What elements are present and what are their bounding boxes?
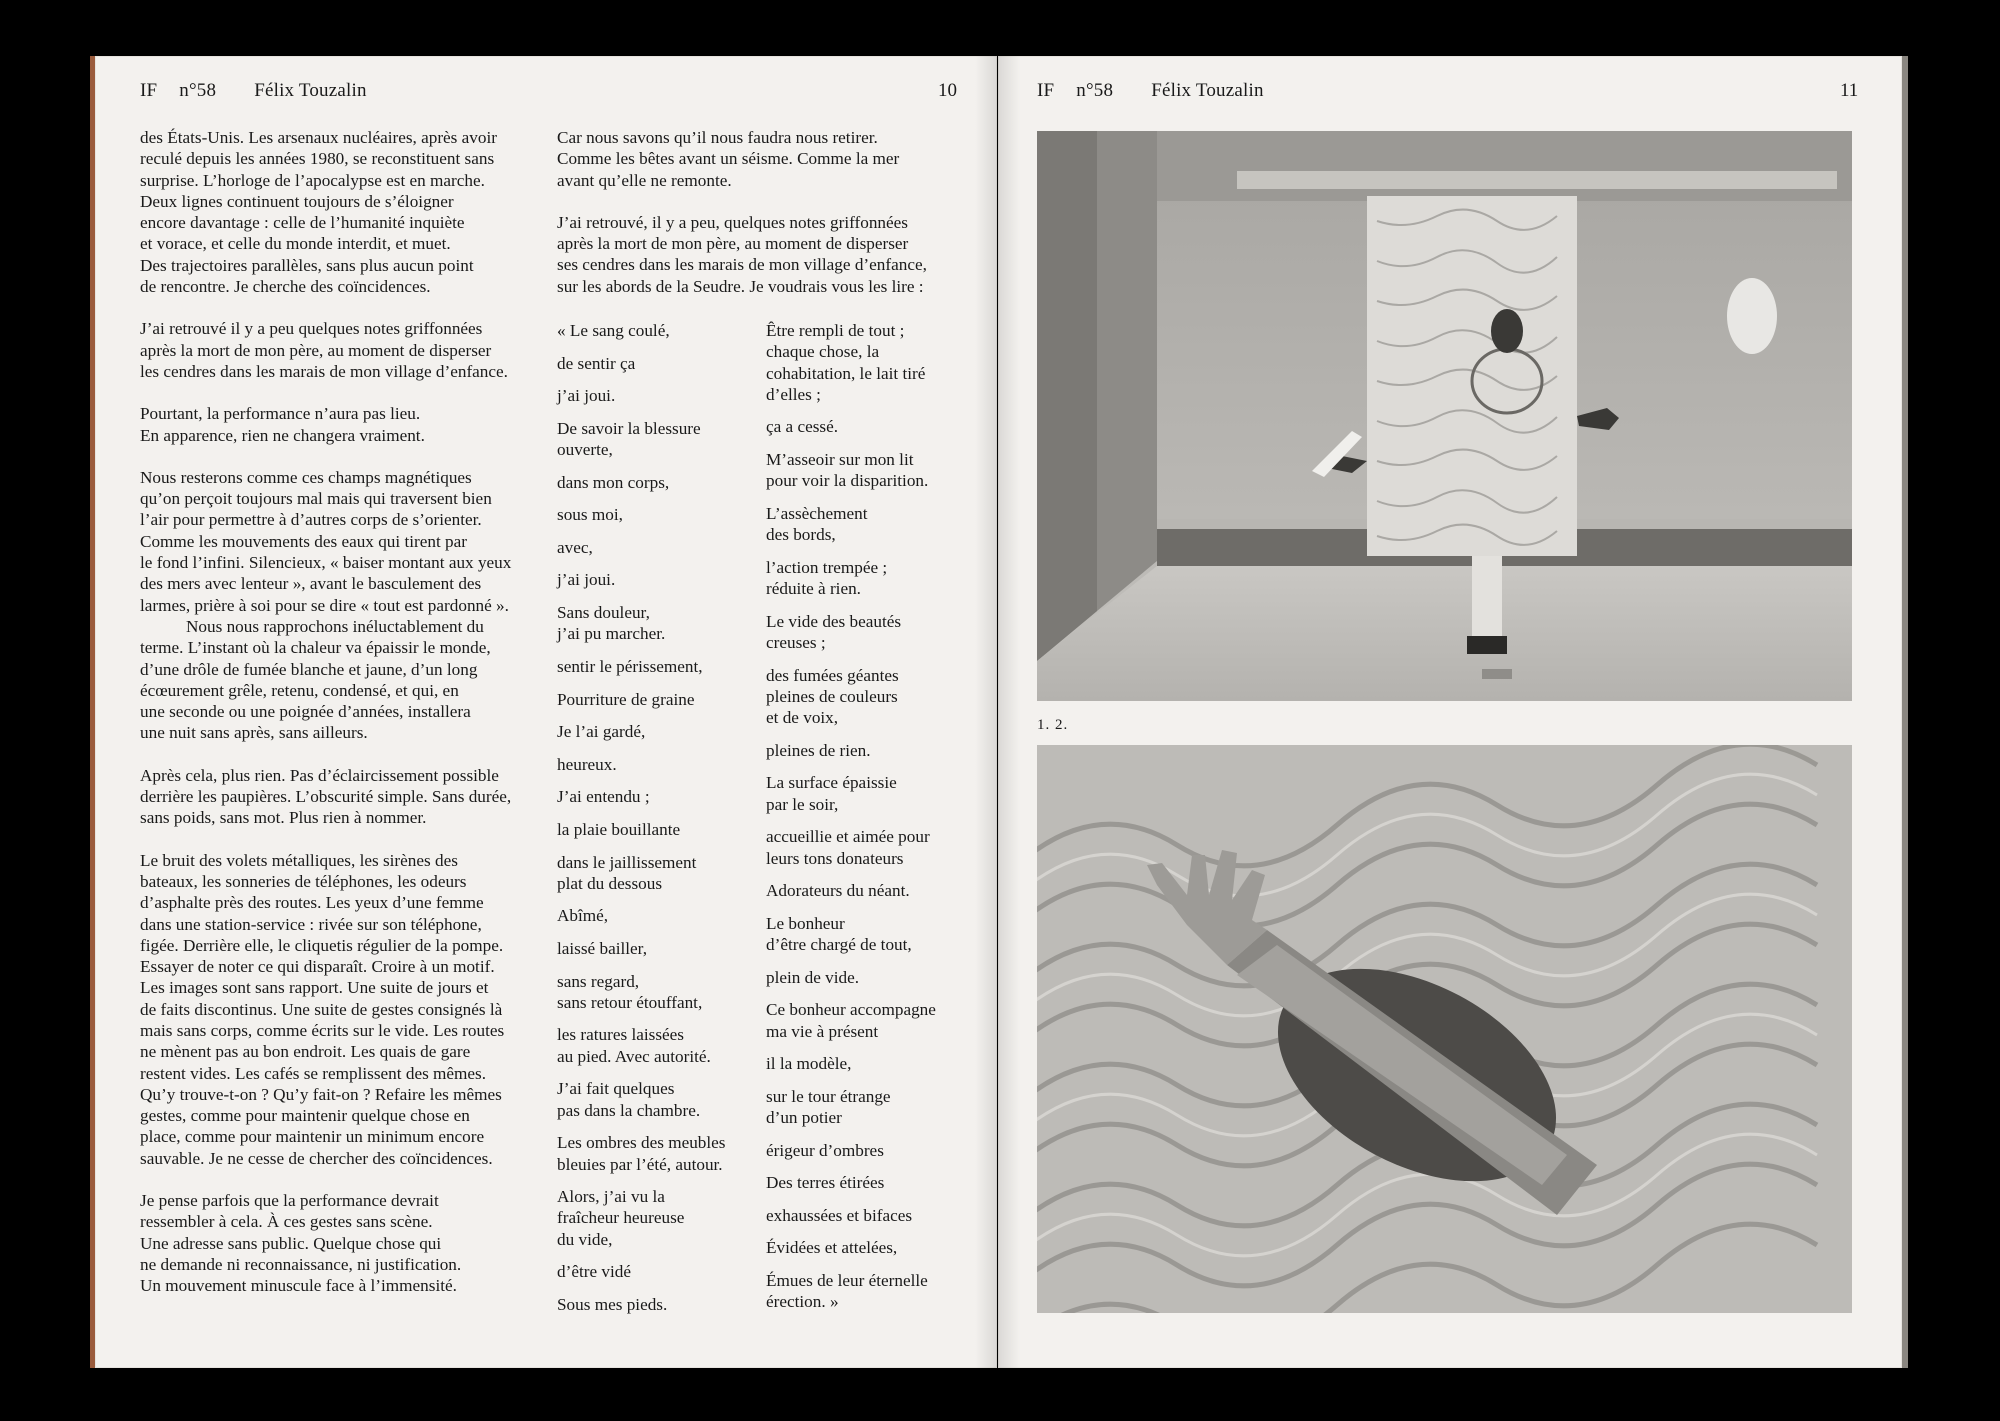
- poem-line: dans le jaillissement plat du dessous: [557, 852, 697, 893]
- poem-line: Émues de leur éternelle érection. »: [766, 1271, 928, 1312]
- poem-line: Le bonheur d’être chargé de tout,: [766, 913, 912, 955]
- poem-column-left: [557, 320, 762, 1327]
- poem-line: sur le tour étrange d’un potier: [766, 1086, 891, 1128]
- photograph-arm-through-plaster: [1037, 745, 1852, 1313]
- poem-line: Alors, j’ai vu la fraîcheur heureuse du vide,: [557, 1187, 685, 1249]
- paragraph: J’ai retrouvé, il y a peu, quelques notes griffonnées après la mort de mon père, au moment de disperser ses cendres dans les marais de mon village d’enfance, sur les abords de la Seudre. Je voudrais vous les lire :: [557, 212, 927, 296]
- text-column-left: [140, 127, 540, 1318]
- poem-line: J’ai fait quelques pas dans la chambre.: [557, 1079, 701, 1120]
- paragraph: Nous nous rapprochons inéluctablement du terme. L’instant où la chaleur va épaissir le monde, d’une drôle de fumée blanche et jaune, d’un long écœurement grêle, retenu, condensé, et qui, en une seconde ou une poignée d’années, installera une nuit sans après, sans ailleurs.: [140, 616, 491, 743]
- poem-line: l’action trempée ; réduite à rien.: [766, 557, 888, 599]
- gutter-shadow-right: [998, 56, 1020, 1368]
- poem-line: Ce bonheur accompagne ma vie à présent: [766, 1000, 936, 1041]
- poem-line: Être rempli de tout ; chaque chose, la cohabitation, le lait tiré d’elles ;: [766, 321, 926, 404]
- poem-line: il la modèle,: [766, 1054, 852, 1074]
- paragraph: J’ai retrouvé il y a peu quelques notes griffonnées après la mort de mon père, au moment de disperser les cendres dans les marais de mon village d’enfance.: [140, 319, 508, 381]
- page-number-right: 11: [1840, 80, 1859, 101]
- running-head-left: [140, 80, 367, 102]
- page-number-left: 10: [938, 80, 957, 101]
- poem-line: des fumées géantes pleines de couleurs et de voix,: [766, 665, 899, 728]
- poem-line: Abîmé,: [557, 906, 609, 926]
- poem-line: ça a cessé.: [766, 417, 839, 437]
- poem-line: J’ai entendu ;: [557, 787, 650, 807]
- figure-caption: 1. 2.: [1037, 717, 1069, 733]
- poem-line: exhaussées et bifaces: [766, 1205, 913, 1225]
- paragraph: des États-Unis. Les arsenaux nucléaires, après avoir reculé depuis les années 1980, se reconstituent sans surprise. L’horloge de l’apocalypse est en marche. Deux lignes continuent toujours de s’éloigner encore davantage : celle de l’humanité inquiète et vorace, et celle du monde interdit, et muet. Des trajectoires parallèles, sans plus aucun point de rencontre. Je cherche des coïncidences.: [140, 128, 497, 297]
- poem-line: sentir le périssement,: [557, 656, 703, 676]
- author-name: Félix Touzalin: [254, 80, 367, 101]
- poem-line: plein de vide.: [766, 967, 860, 987]
- text-column-right: [557, 127, 987, 318]
- poem-line: L’assèchement des bords,: [766, 503, 868, 545]
- poem-line: Sous mes pieds.: [557, 1294, 668, 1314]
- poem-line: heureux.: [557, 754, 617, 774]
- author-name: Félix Touzalin: [1151, 80, 1264, 101]
- poem-line: Évidées et attelées,: [766, 1238, 898, 1258]
- poem-line: d’être vidé: [557, 1262, 631, 1282]
- poem-line: M’asseoir sur mon lit pour voir la disparition.: [766, 450, 929, 491]
- poem-line: De savoir la blessure ouverte,: [557, 418, 701, 460]
- poem-line: j’ai joui.: [557, 386, 616, 406]
- paragraph: Le bruit des volets métalliques, les sirènes des bateaux, les sonneries de téléphones, les odeurs d’asphalte près des routes. Les yeux d’une femme dans une station-service : rivée sur son téléphone, figée. Derrière elle, le cliquetis régulier de la pompe. Essayer de noter ce qui disparaît. Croire à un motif. Les images sont sans rapport. Une suite de jours et de faits discontinus. Une suite de gestes consignés là mais sans corps, comme écrits sur le vide. Les routes ne mènent pas au bon endroit. Les quais de gare restent vides. Les cafés se remplissent des mêmes. Qu’y trouve-t-on ? Qu’y fait-on ? Refaire les mêmes gestes, comme pour maintenir quelque chose en place, comme pour maintenir un minimum encore sauvable. Je ne cesse de chercher des coïncidences.: [140, 850, 505, 1168]
- paragraph: Après cela, plus rien. Pas d’éclaircissement possible derrière les paupières. L’obscurité simple. Sans durée, sans poids, sans mot. Plus rien à nommer.: [140, 765, 512, 828]
- paragraph: Pourtant, la performance n’aura pas lieu. En apparence, rien ne changera vraiment.: [140, 404, 425, 445]
- poem-line: érigeur d’ombres: [766, 1140, 884, 1160]
- poem-line: « Le sang coulé,: [557, 321, 670, 340]
- poem-line: Je l’ai gardé,: [557, 722, 646, 742]
- poem-line: Le vide des beautés creuses ;: [766, 611, 902, 653]
- poem-line: accueillie et aimée pour leurs tons donateurs: [766, 827, 930, 868]
- poem-line: laissé bailler,: [557, 938, 647, 958]
- poem-line: Pourriture de graine: [557, 689, 695, 709]
- poem-column-right: [766, 320, 981, 1324]
- issue-number: n°58: [1076, 80, 1114, 101]
- poem-line: j’ai joui.: [557, 570, 616, 590]
- poem-line: les ratures laissées au pied. Avec autorité.: [557, 1025, 711, 1066]
- poem-line: Les ombres des meubles bleuies par l’été, autour.: [557, 1133, 726, 1174]
- paragraph: Car nous savons qu’il nous faudra nous retirer. Comme les bêtes avant un séisme. Comme la mer avant qu’elle ne remonte.: [557, 128, 900, 190]
- photo-1-graphic: [1037, 131, 1852, 701]
- poem-line: Adorateurs du néant.: [766, 881, 910, 901]
- poem-line: Sans douleur, j’ai pu marcher.: [557, 603, 666, 644]
- poem-line: la plaie bouillante: [557, 819, 681, 839]
- poem-line: dans mon corps,: [557, 472, 670, 492]
- photo-2-graphic: [1037, 745, 1852, 1313]
- poem-line: de sentir ça: [557, 353, 636, 373]
- journal-name: IF: [1037, 80, 1055, 101]
- poem-line: sous moi,: [557, 505, 623, 525]
- paragraph: Nous resterons comme ces champs magnétiques qu’on perçoit toujours mal mais qui traversent bien l’air pour permettre à d’autres corps de s’orienter. Comme les mouvements des eaux qui tirent par le fond l’infini. Silencieux, « baiser montant aux yeux des mers avec lenteur », avant le basculement des larmes, prière à soi pour se dire « tout est pardonné ».: [140, 467, 512, 615]
- paragraph: Je pense parfois que la performance devrait ressembler à cela. À ces gestes sans scène. Une adresse sans public. Quelque chose qui ne demande ni reconnaissance, ni justification. Un mouvement minuscule face à l’immensité.: [140, 1191, 462, 1296]
- poem-line: sans regard, sans retour étouffant,: [557, 971, 703, 1012]
- journal-name: IF: [140, 80, 158, 101]
- poem-line: La surface épaissie par le soir,: [766, 773, 897, 814]
- issue-number: n°58: [179, 80, 217, 101]
- poem-line: Des terres étirées: [766, 1173, 885, 1193]
- poem-line: pleines de rien.: [766, 740, 871, 760]
- photograph-performance-room: [1037, 131, 1852, 701]
- poem-line: avec,: [557, 537, 593, 557]
- running-head-right: [1037, 80, 1264, 102]
